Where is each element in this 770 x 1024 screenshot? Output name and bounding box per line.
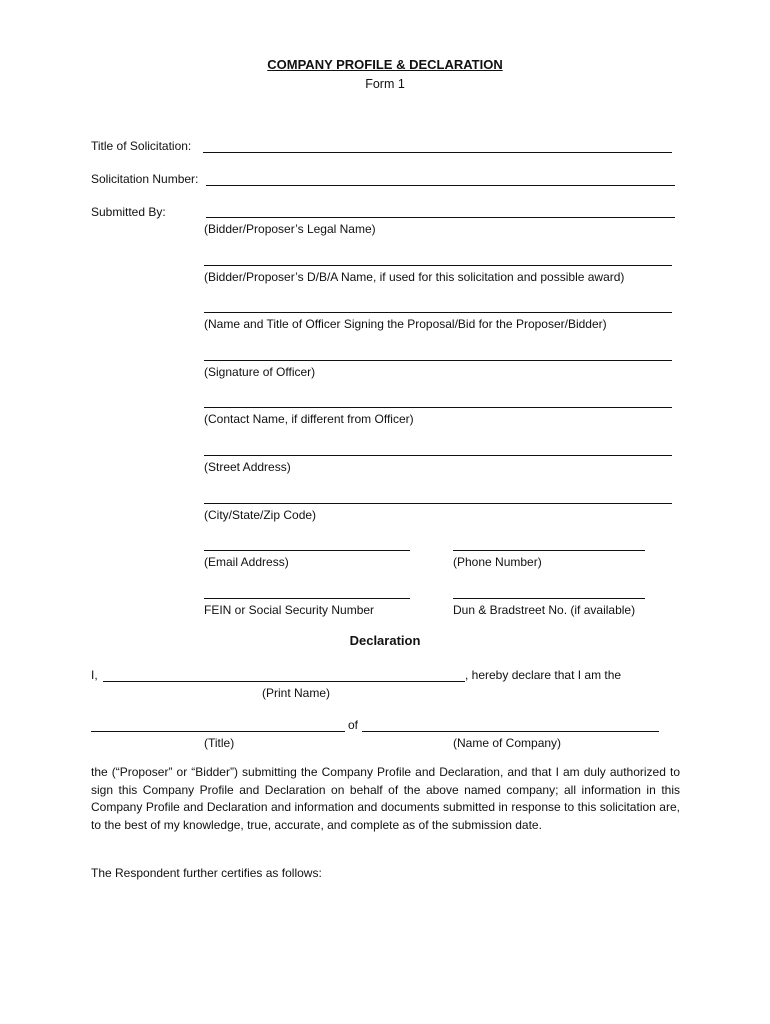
officer-name-title-field[interactable]	[204, 312, 672, 313]
declaration-heading: Declaration	[349, 633, 421, 648]
declaration-i-label: I,	[91, 668, 98, 682]
company-name-caption: (Name of Company)	[453, 736, 562, 750]
print-name-caption: (Print Name)	[262, 686, 331, 700]
city-state-zip-caption: (City/State/Zip Code)	[204, 508, 317, 522]
email-caption: (Email Address)	[204, 555, 289, 569]
email-field[interactable]	[204, 550, 410, 551]
legal-name-caption: (Bidder/Proposer’s Legal Name)	[204, 222, 376, 236]
dba-name-field[interactable]	[204, 265, 672, 266]
solicitation-number-label: Solicitation Number:	[91, 172, 199, 186]
street-address-caption: (Street Address)	[204, 460, 291, 474]
officer-name-title-caption: (Name and Title of Officer Signing the Proposal/Bid for the Proposer/Bidder)	[204, 317, 607, 331]
contact-name-field[interactable]	[204, 407, 672, 408]
officer-signature-field[interactable]	[204, 360, 672, 361]
solicitation-number-field[interactable]	[206, 185, 675, 186]
legal-name-field[interactable]	[206, 217, 675, 218]
form-subtitle: Form 1	[365, 77, 405, 91]
city-state-zip-field[interactable]	[204, 503, 672, 504]
declaration-hereby-text: , hereby declare that I am the	[465, 668, 622, 682]
submitted-by-label: Submitted By:	[91, 205, 166, 219]
street-address-field[interactable]	[204, 455, 672, 456]
title-of-solicitation-field[interactable]	[203, 152, 672, 153]
of-label: of	[348, 718, 359, 732]
title-field[interactable]	[91, 731, 345, 732]
print-name-field[interactable]	[103, 681, 465, 682]
contact-name-caption: (Contact Name, if different from Officer)	[204, 412, 414, 426]
duns-caption: Dun & Bradstreet No. (if available)	[453, 603, 636, 617]
fein-field[interactable]	[204, 598, 410, 599]
title-caption: (Title)	[204, 736, 235, 750]
declaration-paragraph: the (“Proposer” or “Bidder”) submitting the Company Profile and Declaration, and that I am duly authorized to sign this Company Profile and Declaration on behalf of the above named company; all information in this Company Profile and Declaration and information and documents submitted in response to this solicitation are, to the best of my knowledge, true, accurate, and complete as of the submission date.	[91, 765, 680, 832]
officer-signature-caption: (Signature of Officer)	[204, 365, 316, 379]
phone-caption: (Phone Number)	[453, 555, 542, 569]
form-title: COMPANY PROFILE & DECLARATION	[267, 57, 503, 72]
phone-field[interactable]	[453, 550, 645, 551]
further-certifies-text: The Respondent further certifies as follows:	[91, 866, 322, 880]
company-name-field[interactable]	[362, 731, 659, 732]
duns-field[interactable]	[453, 598, 645, 599]
title-of-solicitation-label: Title of Solicitation:	[91, 139, 192, 153]
dba-name-caption: (Bidder/Proposer’s D/B/A Name, if used for this solicitation and possible award)	[204, 270, 625, 284]
fein-caption: FEIN or Social Security Number	[204, 603, 375, 617]
